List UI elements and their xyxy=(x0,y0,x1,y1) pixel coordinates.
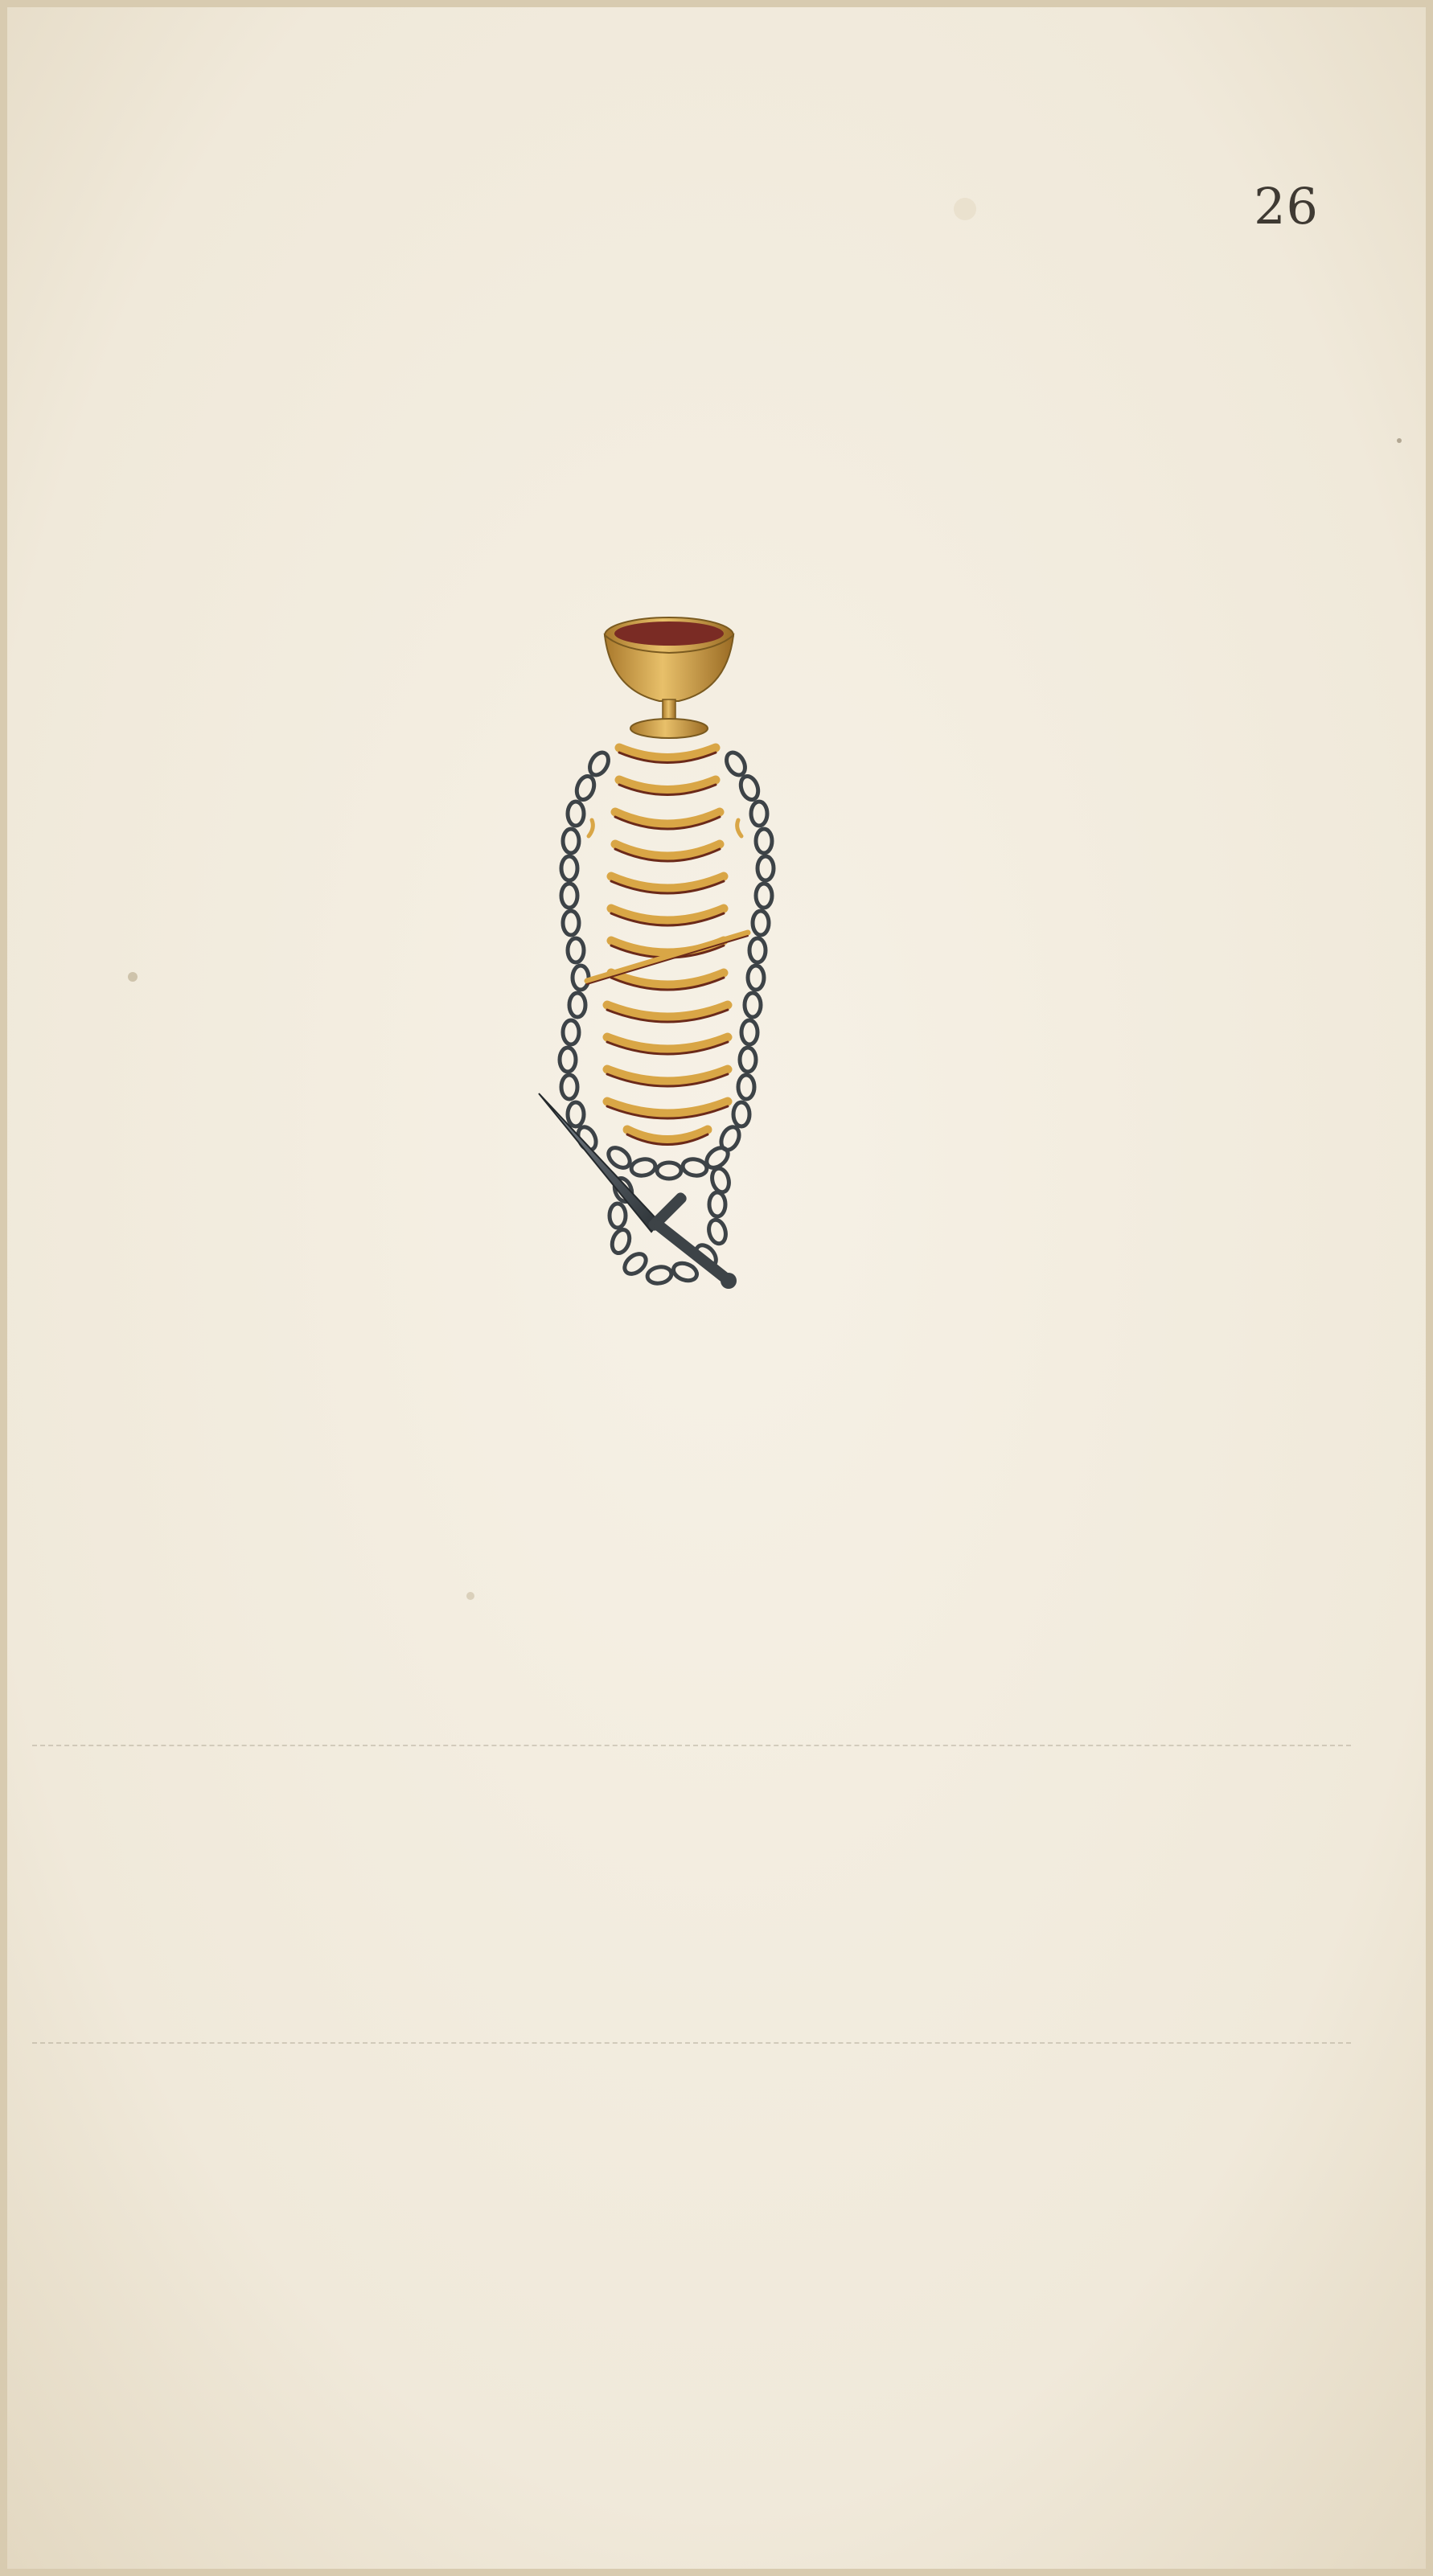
calligraphic-monogram xyxy=(587,748,748,1145)
cup-icon xyxy=(605,617,733,738)
fold-line xyxy=(32,1745,1351,1746)
fold-line xyxy=(32,2042,1351,2044)
emblem-illustration xyxy=(531,595,804,1415)
page-number: 26 xyxy=(1254,177,1319,236)
